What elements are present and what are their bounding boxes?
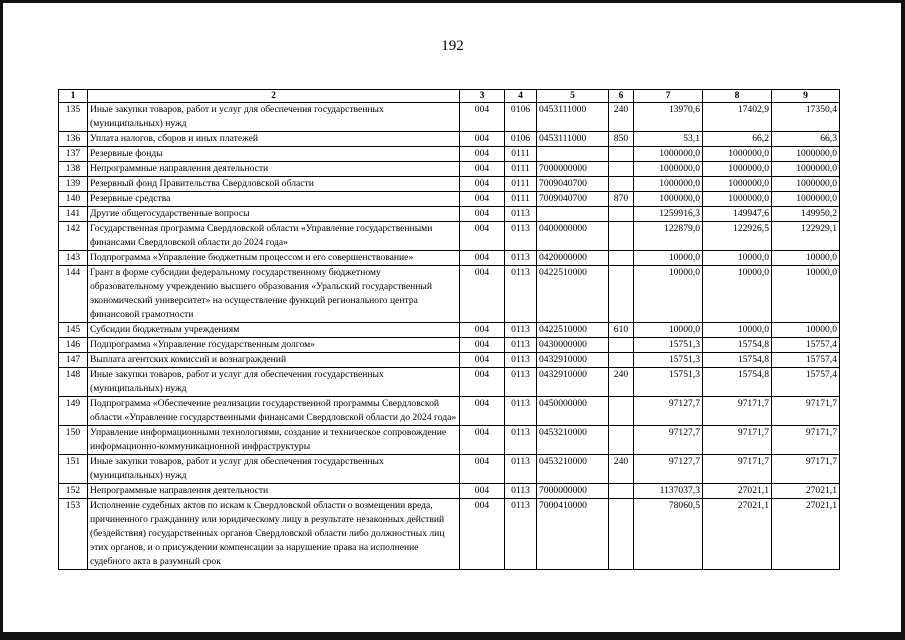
section-code-cell: 0113: [505, 353, 537, 368]
amount-col7-cell: 122879,0: [634, 222, 703, 251]
budget-table: [58, 89, 840, 570]
amount-col9-cell: 66,3: [772, 132, 840, 147]
amount-col8-cell: 15754,8: [703, 338, 772, 353]
amount-col7-cell: 53,1: [634, 132, 703, 147]
amount-col7-cell: 15751,3: [634, 353, 703, 368]
amount-col8-cell: 1000000,0: [703, 162, 772, 177]
amount-col9-cell: 1000000,0: [772, 177, 840, 192]
item-name-cell: Другие общегосударственные вопросы: [88, 207, 460, 222]
amount-col8-cell: 10000,0: [703, 266, 772, 323]
item-name-cell: Иные закупки товаров, работ и услуг для обеспечения государственных (муниципальных) нужд: [88, 368, 460, 397]
table-row: [59, 222, 840, 251]
amount-col7-cell: 1259916,3: [634, 207, 703, 222]
amount-col8-cell: 66,2: [703, 132, 772, 147]
section-code-cell: 0111: [505, 177, 537, 192]
table-row: [59, 207, 840, 222]
expense-type-code-cell: [609, 147, 634, 162]
amount-col9-cell: 15757,4: [772, 338, 840, 353]
table-row: [59, 132, 840, 147]
amount-col8-cell: 149947,6: [703, 207, 772, 222]
expense-type-code-cell: 850: [609, 132, 634, 147]
amount-col8-cell: 1000000,0: [703, 192, 772, 207]
expense-type-code-cell: 240: [609, 368, 634, 397]
amount-col9-cell: 97171,7: [772, 397, 840, 426]
column-header: 9: [772, 90, 840, 103]
expense-type-code-cell: [609, 353, 634, 368]
amount-col7-cell: 1000000,0: [634, 147, 703, 162]
expense-type-code-cell: [609, 499, 634, 570]
row-number-cell: 143: [59, 251, 88, 266]
table-row: [59, 368, 840, 397]
row-number-cell: 136: [59, 132, 88, 147]
amount-col7-cell: 15751,3: [634, 338, 703, 353]
ministry-code-cell: 004: [460, 207, 505, 222]
section-code-cell: 0113: [505, 207, 537, 222]
amount-col8-cell: 10000,0: [703, 323, 772, 338]
table-row: [59, 484, 840, 499]
expense-type-code-cell: [609, 177, 634, 192]
item-name-cell: Подпрограмма «Управление государственным долгом»: [88, 338, 460, 353]
section-code-cell: 0113: [505, 222, 537, 251]
item-name-cell: Уплата налогов, сборов и иных платежей: [88, 132, 460, 147]
amount-col8-cell: 1000000,0: [703, 147, 772, 162]
section-code-cell: 0111: [505, 162, 537, 177]
table-row: [59, 426, 840, 455]
amount-col7-cell: 1137037,3: [634, 484, 703, 499]
table-row: [59, 455, 840, 484]
row-number-cell: 151: [59, 455, 88, 484]
item-name-cell: Субсидии бюджетным учреждениям: [88, 323, 460, 338]
ministry-code-cell: 004: [460, 177, 505, 192]
section-code-cell: 0113: [505, 266, 537, 323]
row-number-cell: 140: [59, 192, 88, 207]
amount-col8-cell: 97171,7: [703, 397, 772, 426]
section-code-cell: 0113: [505, 368, 537, 397]
ministry-code-cell: 004: [460, 338, 505, 353]
row-number-cell: 150: [59, 426, 88, 455]
amount-col8-cell: 97171,7: [703, 455, 772, 484]
amount-col8-cell: 15754,8: [703, 353, 772, 368]
item-name-cell: Подпрограмма «Обеспечение реализации государственной программы Свердловской области «Управление государственными финансами Свердловской области до 2024 года»: [88, 397, 460, 426]
section-code-cell: 0111: [505, 192, 537, 207]
section-code-cell: 0113: [505, 323, 537, 338]
amount-col9-cell: 10000,0: [772, 323, 840, 338]
column-header: 3: [460, 90, 505, 103]
page-number: 192: [441, 38, 464, 54]
ministry-code-cell: 004: [460, 251, 505, 266]
amount-col8-cell: 97171,7: [703, 426, 772, 455]
amount-col9-cell: 122929,1: [772, 222, 840, 251]
amount-col7-cell: 10000,0: [634, 266, 703, 323]
column-header: 2: [88, 90, 460, 103]
section-code-cell: 0113: [505, 499, 537, 570]
target-article-code-cell: 0453111000: [537, 132, 609, 147]
target-article-code-cell: 0400000000: [537, 222, 609, 251]
section-code-cell: 0113: [505, 338, 537, 353]
amount-col7-cell: 1000000,0: [634, 192, 703, 207]
target-article-code-cell: 7000410000: [537, 499, 609, 570]
amount-col9-cell: 97171,7: [772, 426, 840, 455]
expense-type-code-cell: [609, 338, 634, 353]
target-article-code-cell: 0422510000: [537, 266, 609, 323]
table-row: [59, 147, 840, 162]
target-article-code-cell: 0450000000: [537, 397, 609, 426]
expense-type-code-cell: [609, 397, 634, 426]
expense-type-code-cell: [609, 426, 634, 455]
table-body: [59, 103, 840, 570]
item-name-cell: Резервные фонды: [88, 147, 460, 162]
table-row: [59, 103, 840, 132]
row-number-cell: 152: [59, 484, 88, 499]
amount-col8-cell: 27021,1: [703, 484, 772, 499]
column-header: 8: [703, 90, 772, 103]
amount-col8-cell: 1000000,0: [703, 177, 772, 192]
table-row: [59, 177, 840, 192]
ministry-code-cell: 004: [460, 147, 505, 162]
target-article-code-cell: 0430000000: [537, 338, 609, 353]
section-code-cell: 0113: [505, 455, 537, 484]
target-article-code-cell: 0453210000: [537, 426, 609, 455]
row-number-cell: 153: [59, 499, 88, 570]
scan-edge-right: [901, 0, 905, 640]
ministry-code-cell: 004: [460, 323, 505, 338]
amount-col7-cell: 15751,3: [634, 368, 703, 397]
table-row: [59, 192, 840, 207]
amount-col7-cell: 78060,5: [634, 499, 703, 570]
ministry-code-cell: 004: [460, 103, 505, 132]
row-number-cell: 139: [59, 177, 88, 192]
row-number-cell: 137: [59, 147, 88, 162]
amount-col8-cell: 15754,8: [703, 368, 772, 397]
target-article-code-cell: 0432910000: [537, 353, 609, 368]
amount-col8-cell: 10000,0: [703, 251, 772, 266]
expense-type-code-cell: 240: [609, 455, 634, 484]
item-name-cell: Исполнение судебных актов по искам к Свердловской области о возмещении вреда, причиненного гражданину или юридическому лицу в результате незаконных действий (бездействия) государственных органов Свердловской области либо должностных лиц этих органов, и о присуждении компенсации за нарушение права на исполнение судебного акта в разумный срок: [88, 499, 460, 570]
ministry-code-cell: 004: [460, 353, 505, 368]
column-header: 5: [537, 90, 609, 103]
ministry-code-cell: 004: [460, 266, 505, 323]
row-number-cell: 148: [59, 368, 88, 397]
table-row: [59, 323, 840, 338]
item-name-cell: Непрограммные направления деятельности: [88, 162, 460, 177]
ministry-code-cell: 004: [460, 368, 505, 397]
amount-col9-cell: 27021,1: [772, 484, 840, 499]
row-number-cell: 138: [59, 162, 88, 177]
section-code-cell: 0106: [505, 103, 537, 132]
target-article-code-cell: [537, 207, 609, 222]
table-row: [59, 499, 840, 570]
target-article-code-cell: 0453210000: [537, 455, 609, 484]
table-row: [59, 353, 840, 368]
column-header: 6: [609, 90, 634, 103]
section-code-cell: 0113: [505, 251, 537, 266]
row-number-cell: 135: [59, 103, 88, 132]
amount-col9-cell: 27021,1: [772, 499, 840, 570]
row-number-cell: 146: [59, 338, 88, 353]
row-number-cell: 141: [59, 207, 88, 222]
section-code-cell: 0113: [505, 397, 537, 426]
section-code-cell: 0111: [505, 147, 537, 162]
ministry-code-cell: 004: [460, 192, 505, 207]
amount-col7-cell: 97127,7: [634, 426, 703, 455]
target-article-code-cell: 0422510000: [537, 323, 609, 338]
target-article-code-cell: 0420000000: [537, 251, 609, 266]
amount-col7-cell: 97127,7: [634, 455, 703, 484]
target-article-code-cell: 0453111000: [537, 103, 609, 132]
scan-edge-left: [0, 0, 3, 640]
amount-col9-cell: 1000000,0: [772, 147, 840, 162]
table-row: [59, 162, 840, 177]
amount-col9-cell: 10000,0: [772, 251, 840, 266]
target-article-code-cell: [537, 147, 609, 162]
item-name-cell: Иные закупки товаров, работ и услуг для обеспечения государственных (муниципальных) нужд: [88, 455, 460, 484]
expense-type-code-cell: [609, 484, 634, 499]
row-number-cell: 147: [59, 353, 88, 368]
ministry-code-cell: 004: [460, 397, 505, 426]
column-header: 1: [59, 90, 88, 103]
amount-col7-cell: 13970,6: [634, 103, 703, 132]
expense-type-code-cell: 870: [609, 192, 634, 207]
ministry-code-cell: 004: [460, 455, 505, 484]
item-name-cell: Выплата агентских комиссий и вознаграждений: [88, 353, 460, 368]
amount-col7-cell: 1000000,0: [634, 162, 703, 177]
amount-col9-cell: 149950,2: [772, 207, 840, 222]
table-row: [59, 251, 840, 266]
amount-col8-cell: 122926,5: [703, 222, 772, 251]
scan-edge-bottom: [0, 632, 905, 640]
expense-type-code-cell: [609, 207, 634, 222]
amount-col9-cell: 10000,0: [772, 266, 840, 323]
row-number-cell: 142: [59, 222, 88, 251]
amount-col7-cell: 10000,0: [634, 251, 703, 266]
amount-col9-cell: 17350,4: [772, 103, 840, 132]
ministry-code-cell: 004: [460, 484, 505, 499]
item-name-cell: Непрограммные направления деятельности: [88, 484, 460, 499]
section-code-cell: 0113: [505, 484, 537, 499]
item-name-cell: Резервный фонд Правительства Свердловской области: [88, 177, 460, 192]
ministry-code-cell: 004: [460, 162, 505, 177]
amount-col8-cell: 17402,9: [703, 103, 772, 132]
table-row: [59, 397, 840, 426]
ministry-code-cell: 004: [460, 426, 505, 455]
amount-col9-cell: 97171,7: [772, 455, 840, 484]
amount-col9-cell: 1000000,0: [772, 192, 840, 207]
target-article-code-cell: 7000000000: [537, 162, 609, 177]
item-name-cell: Государственная программа Свердловской области «Управление государственными финансами Свердловской области до 2024 года»: [88, 222, 460, 251]
ministry-code-cell: 004: [460, 132, 505, 147]
expense-type-code-cell: [609, 266, 634, 323]
expense-type-code-cell: [609, 162, 634, 177]
item-name-cell: Подпрограмма «Управление бюджетным процессом и его совершенствование»: [88, 251, 460, 266]
amount-col8-cell: 27021,1: [703, 499, 772, 570]
row-number-cell: 144: [59, 266, 88, 323]
section-code-cell: 0113: [505, 426, 537, 455]
row-number-cell: 149: [59, 397, 88, 426]
expense-type-code-cell: [609, 222, 634, 251]
ministry-code-cell: 004: [460, 222, 505, 251]
table-header-row: [59, 90, 840, 103]
amount-col7-cell: 10000,0: [634, 323, 703, 338]
target-article-code-cell: 7009040700: [537, 192, 609, 207]
column-header: 4: [505, 90, 537, 103]
item-name-cell: Резервные средства: [88, 192, 460, 207]
expense-type-code-cell: 240: [609, 103, 634, 132]
section-code-cell: 0106: [505, 132, 537, 147]
item-name-cell: Управление информационными технологиями, создание и техническое сопровождение информационно-коммуникационной инфраструктуры: [88, 426, 460, 455]
amount-col7-cell: 1000000,0: [634, 177, 703, 192]
amount-col9-cell: 15757,4: [772, 353, 840, 368]
expense-type-code-cell: 610: [609, 323, 634, 338]
row-number-cell: 145: [59, 323, 88, 338]
ministry-code-cell: 004: [460, 499, 505, 570]
amount-col7-cell: 97127,7: [634, 397, 703, 426]
target-article-code-cell: 0432910000: [537, 368, 609, 397]
amount-col9-cell: 15757,4: [772, 368, 840, 397]
item-name-cell: Грант в форме субсидии федеральному государственному бюджетному образовательному учреждению высшего образования «Уральский государственный экономический университет» на осуществление функций регионального центра финансовой грамотности: [88, 266, 460, 323]
column-header: 7: [634, 90, 703, 103]
table-row: [59, 266, 840, 323]
expense-type-code-cell: [609, 251, 634, 266]
scan-edge-top: [0, 0, 905, 3]
target-article-code-cell: 7009040700: [537, 177, 609, 192]
target-article-code-cell: 7000000000: [537, 484, 609, 499]
table-row: [59, 338, 840, 353]
item-name-cell: Иные закупки товаров, работ и услуг для обеспечения государственных (муниципальных) нужд: [88, 103, 460, 132]
amount-col9-cell: 1000000,0: [772, 162, 840, 177]
